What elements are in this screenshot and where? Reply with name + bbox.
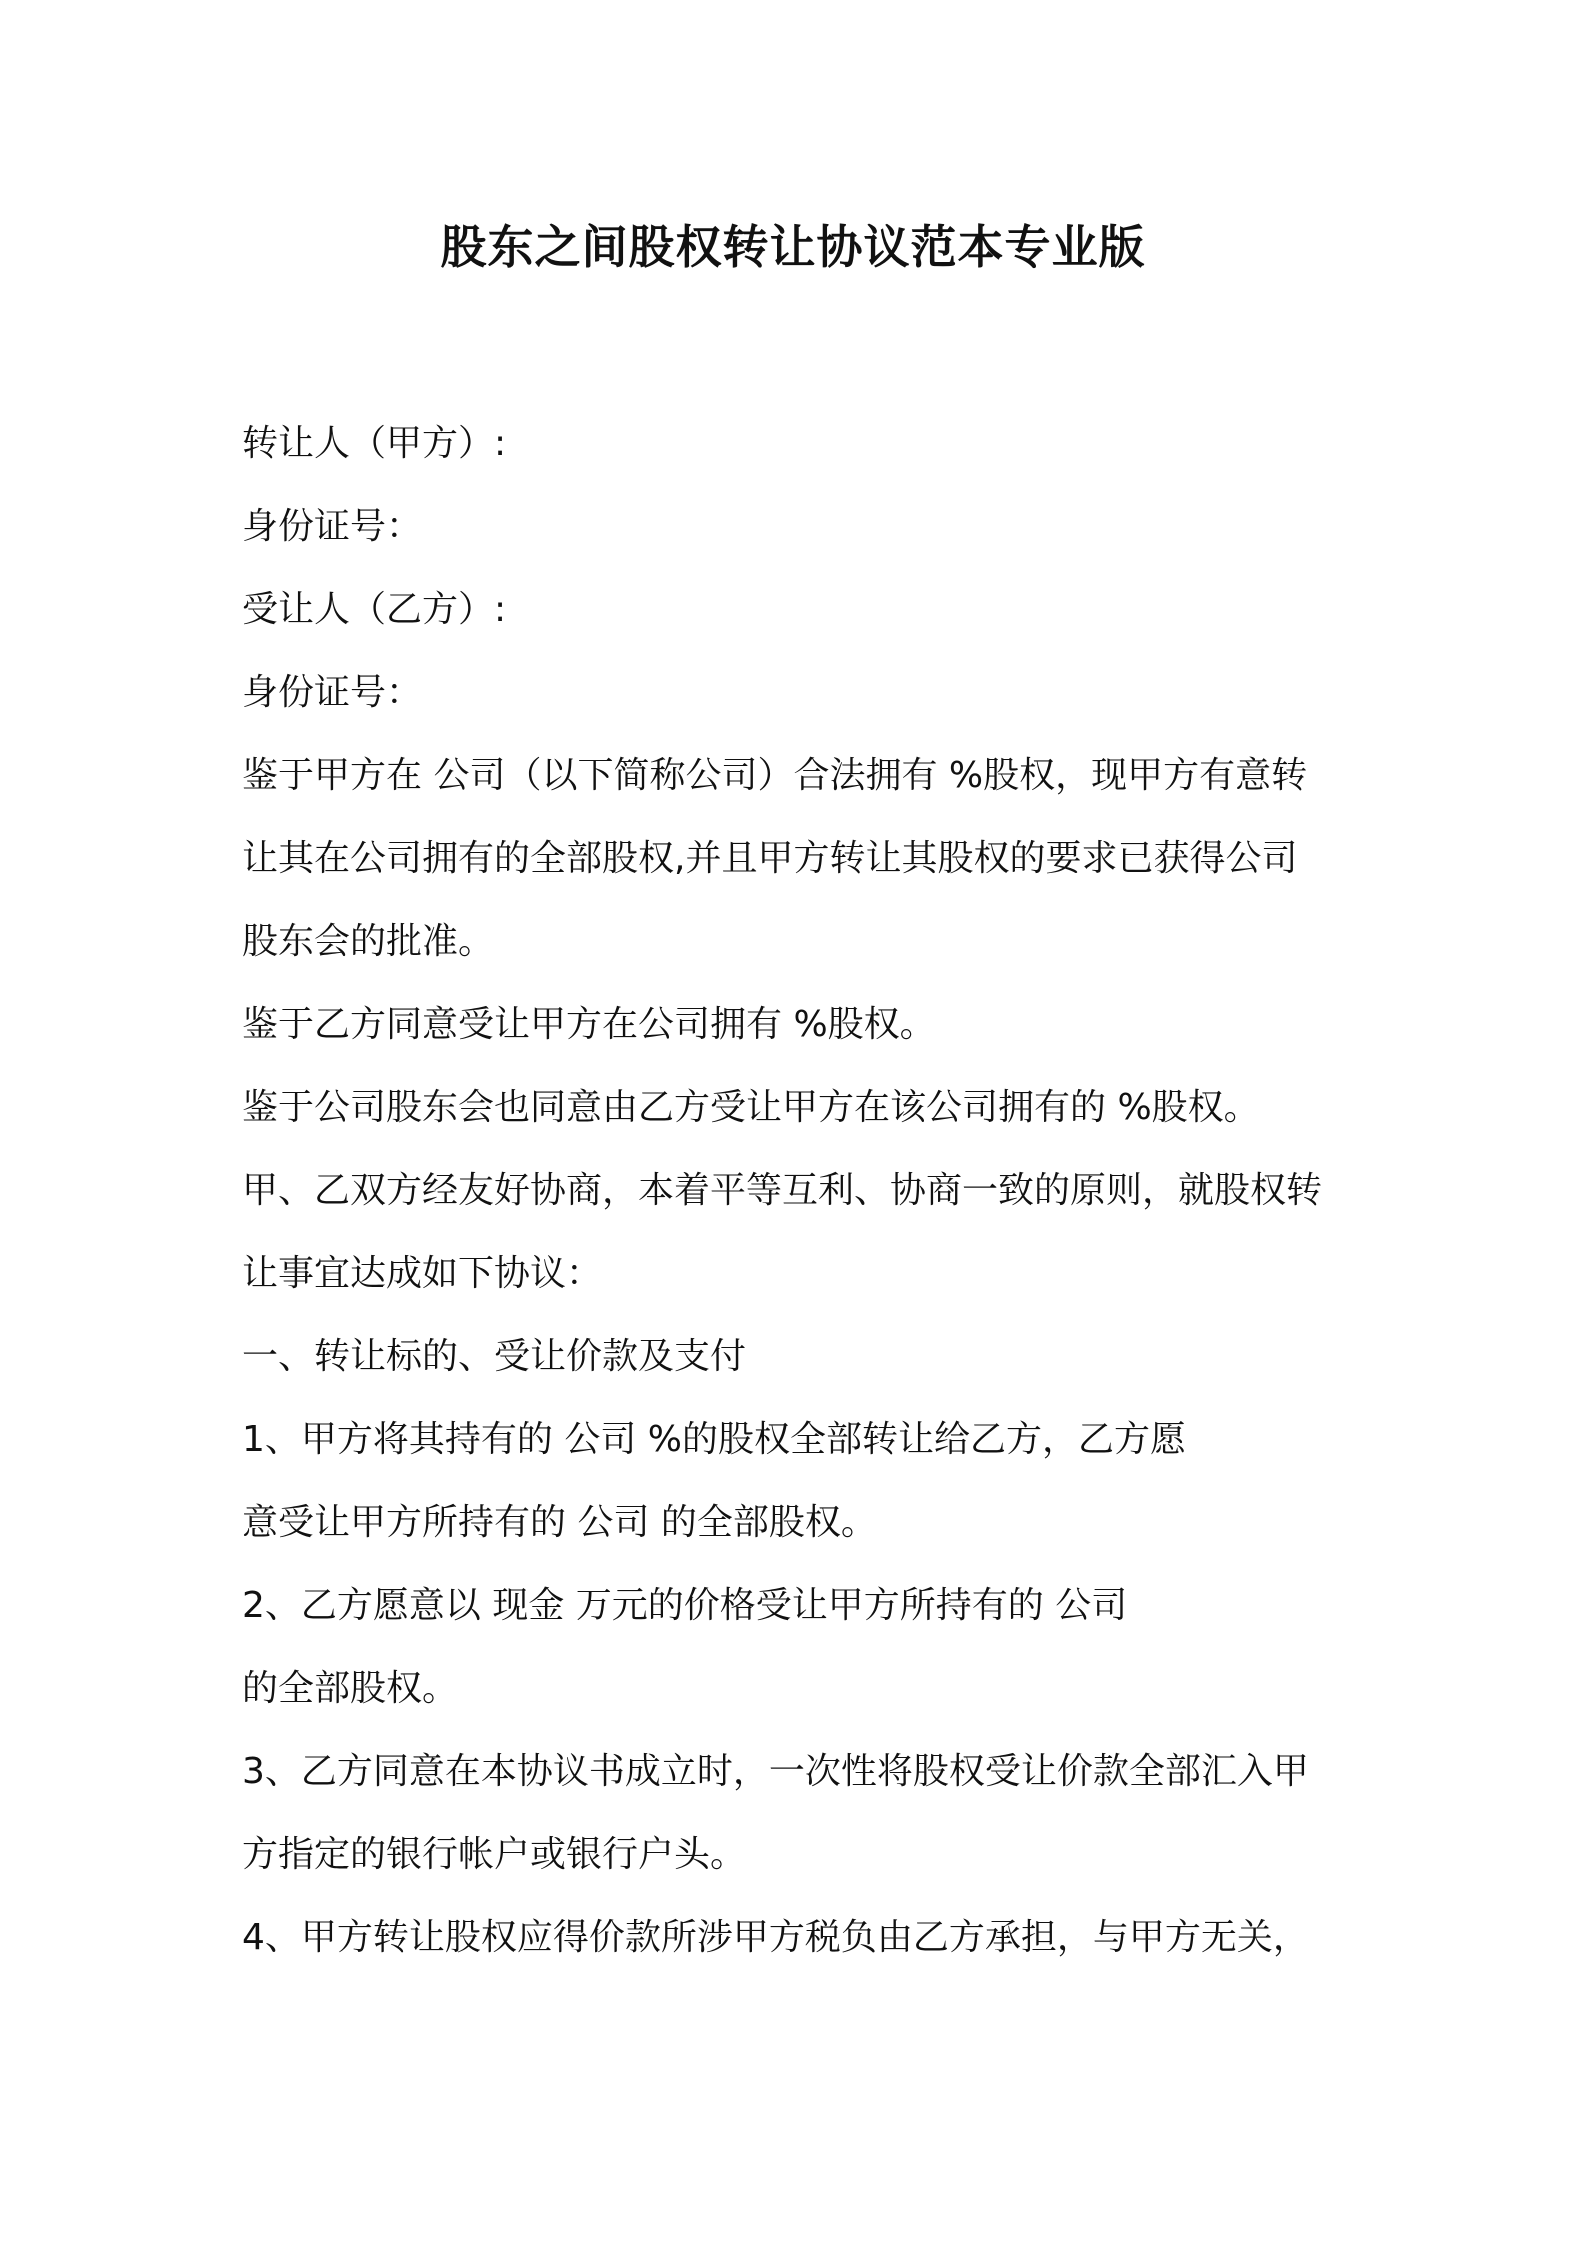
text-line: 意受让甲方所持有的 公司 的全部股权。 <box>242 1502 877 1543</box>
text-line: 让事宜达成如下协议： <box>242 1253 603 1294</box>
text-line: 方指定的银行帐户或银行户头。 <box>242 1834 747 1875</box>
document-title: 股东之间股权转让协议范本专业版 <box>440 220 1146 274</box>
text-line: 的全部股权。 <box>242 1668 459 1709</box>
text-line: 3、乙方同意在本协议书成立时，一次性将股权受让价款全部汇入甲 <box>242 1751 1309 1792</box>
section-heading: 一、转让标的、受让价款及支付 <box>242 1336 747 1377</box>
text-line: 身份证号： <box>242 672 423 713</box>
text-line: 受让人（乙方）: <box>242 589 507 630</box>
text-line: 甲、乙双方经友好协商，本着平等互利、协商一致的原则，就股权转 <box>242 1170 1323 1211</box>
text-line: 2、乙方愿意以 现金 万元的价格受让甲方所持有的 公司 <box>242 1585 1128 1626</box>
document-body <box>242 402 1352 1979</box>
text-line: 1、甲方将其持有的 公司 %的股权全部转让给乙方，乙方愿 <box>242 1419 1186 1460</box>
text-line: 4、甲方转让股权应得价款所涉甲方税负由乙方承担，与甲方无关， <box>242 1917 1309 1958</box>
text-line: 鉴于公司股东会也同意由乙方受让甲方在该公司拥有的 %股权。 <box>242 1087 1260 1128</box>
text-line: 转让人（甲方）: <box>242 423 507 464</box>
text-line: 鉴于甲方在 公司（以下简称公司）合法拥有 %股权，现甲方有意转 <box>242 755 1308 796</box>
text-line: 让其在公司拥有的全部股权,并且甲方转让其股权的要求已获得公司 <box>242 838 1298 879</box>
text-line: 鉴于乙方同意受让甲方在公司拥有 %股权。 <box>242 1004 936 1045</box>
text-line: 身份证号： <box>242 506 423 547</box>
text-line: 股东会的批准。 <box>242 921 495 962</box>
